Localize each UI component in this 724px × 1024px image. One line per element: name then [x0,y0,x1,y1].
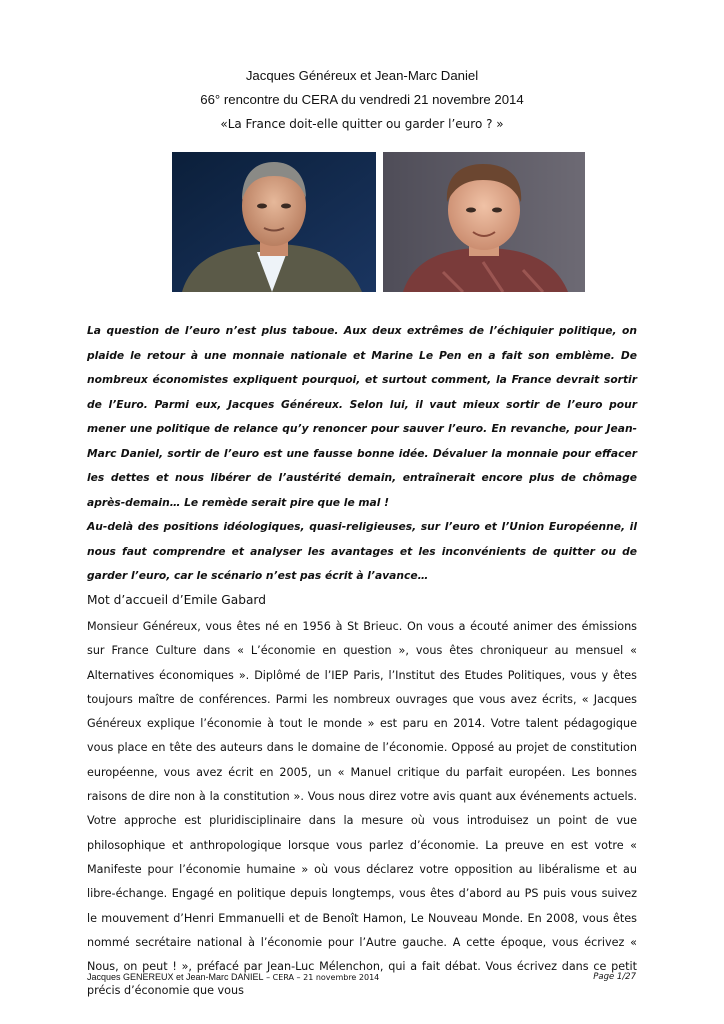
document-title: Jacques Généreux et Jean-Marc Daniel [245,68,479,83]
debate-question: «La France doit-elle quitter ou garder l’euro ? » [220,117,504,131]
portrait-jacques-genereux-icon [172,152,376,292]
page-number: Page 1/27 [593,972,636,982]
abstract-block [87,319,637,589]
event-subtitle: 66° rencontre du CERA du vendredi 21 novembre 2014 [200,92,524,107]
footer-credits [87,972,379,982]
photo-jean-marc-daniel [383,152,585,292]
body-paragraph: Monsieur Généreux, vous êtes né en 1956 à St Brieuc. On vous a écouté animer des émissions sur France Culture dans « L’économie en question », vous êtes chroniqueur au mensuel « Alternatives économiques ». Diplômé de l’IEP Paris, l’Institut des Etudes Politiques, vous y êtes toujours maître de conférences. Parmi les nombreux ouvrages que vous avez écrits, « Jacques Généreux explique l’économie à tout le monde » est paru en 2014. Votre talent pédagogique vous place en tête des auteurs dans le domaine de l’économie. Opposé au projet de constitution européenne, vous avez écrit en 2005, un « Manuel critique du parfait européen. Les bonnes raisons de dire non à la constitution ». Vous nous direz votre avis quant aux événements actuels. Votre approche est pluridisciplinaire dans la mesure où vous introduisez un point de vue philosophique et anthropologique lorsque vous parlez d’économie. La preuve en est votre « Manifeste pour l’économie humaine » où vous déclarez votre opposition au libéralisme et au libre-échange. Engagé en politique depuis longtemps, vous êtes d’abord au PS puis vous suivez le mouvement d’Henri Emmanuelli et de Benoît Hamon, Le Nouveau Monde. En 2008, vous êtes nommé secrétaire national à l’économie pour l’Autre gauche. A cette époque, vous écrivez « Nous, on peut ! », préfacé par Jean-Luc Mélenchon, qui a fait débat. Vous écrivez dans ce petit précis d’économie que vous [87,620,637,998]
footer-authors: Jacques GENEREUX et Jean-Marc DANIEL [87,972,264,982]
section-title: Mot d’accueil d’Emile Gabard [87,593,266,607]
abstract-paragraph-2: Au-delà des positions idéologiques, quasi-religieuses, sur l’euro et l’Union Européenne, il nous faut comprendre et analyser les avantages et les inconvénients de quitter ou de garder l’euro, car le scénario n’est pas écrit à l’avance… [87,520,637,582]
photo-jacques-genereux [172,152,376,292]
footer-event-date: – CERA – 21 novembre 2014 [263,973,380,982]
abstract-paragraph-1: La question de l’euro n’est plus taboue. Aux deux extrêmes de l’échiquier politique, on plaide le retour à une monnaie nationale et Marine Le Pen en a fait son emblème. De nombreux économistes expliquent pourquoi, et surtout comment, la France devrait sortir de l’Euro. Parmi eux, Jacques Généreux. Selon lui, il vaut mieux sortir de l’euro pour mener une politique de relance qu’y renoncer pour sauver l’euro. En revanche, pour Jean-Marc Daniel, sortir de l’euro est une fausse bonne idée. Dévaluer la monnaie pour effacer les dettes et nous libérer de l’austérité demain, entraînerait encore plus de chômage après-demain… Le remède serait pire que le mal ! [87,324,637,509]
portrait-jean-marc-daniel-icon [383,152,585,292]
